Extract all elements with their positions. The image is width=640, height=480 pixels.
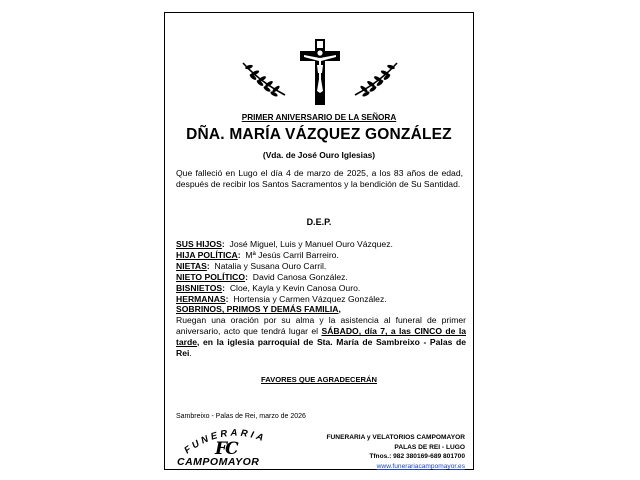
family-row-sisters: HERMANAS: Hortensia y Carmen Vázquez González.	[176, 293, 387, 304]
family-value: José Miguel, Luis y Manuel Ouro Vázquez.	[229, 239, 393, 249]
place-date: Sambreixo - Palas de Rei, marzo de 2026	[176, 413, 306, 420]
family-label: HIJA POLÍTICA	[176, 249, 238, 260]
family-row-sons: SUS HIJOS: José Miguel, Luis y Manuel Ouro Vázquez.	[176, 239, 393, 249]
anniversary-heading: PRIMER ANIVERSARIO DE LA SEÑORA	[241, 113, 397, 122]
family-label: BISNIETOS	[176, 282, 223, 293]
funeral-home-phones: Tfnos.: 982 380169-689 801700	[369, 453, 465, 461]
ceremony-request: Ruegan una oración por su alma y la asistencia al funeral de primer aniversario, acto que tendrá lugar el SÁBADO, día 7, a las CINCO de la tarde, en la iglesia parroquial de Sta. María de Sambreixo - Palas de Rei.	[176, 315, 466, 359]
family-value: David Canosa González.	[252, 271, 348, 282]
family-label: NIETO POLÍTICO	[176, 271, 246, 282]
widow-of: (Vda. de José Ouro Iglesias)	[262, 150, 376, 160]
rip-text: D.E.P.	[306, 217, 332, 227]
thanks-text: FAVORES QUE AGRADECERÁN	[260, 375, 378, 384]
death-text: Que falleció en Lugo el día 4 de marzo de 2025, a los 83 años de edad, después de recibir los Santos Sacramentos y la bendición de Su Santidad.	[176, 168, 463, 190]
family-label: SOBRINOS, PRIMOS Y DEMÁS FAMILIA	[176, 304, 339, 315]
funeral-home-name: FUNERARIA y VELATORIOS CAMPOMAYOR	[326, 434, 465, 441]
logo-monogram: FC	[215, 439, 237, 459]
funeral-home-contact	[327, 433, 465, 471]
funeral-home-logo	[173, 426, 283, 468]
family-value: Cloe, Kayla y Kevin Canosa Ouro.	[229, 282, 361, 293]
family-row-granddaughters: NIETAS: Natalia y Susana Ouro Carril.	[176, 260, 327, 271]
family-value: Hortensia y Carmen Vázquez González.	[233, 293, 387, 304]
laurel-left-icon	[239, 59, 289, 99]
family-value: Natalia y Susana Ouro Carril.	[214, 260, 327, 271]
ceremony-time: SÁBADO, día 7, a las CINCO de la tarde	[176, 326, 466, 348]
ceremony-church: Sta. María de Sambreixo - Palas de Rei	[176, 337, 466, 359]
family-row-great-grandchildren: BISNIETOS: Cloe, Kayla y Kevin Canosa Ouro.	[176, 282, 361, 293]
emblem	[165, 41, 473, 111]
family-row-others: SOBRINOS, PRIMOS Y DEMÁS FAMILIA,	[176, 304, 341, 315]
logo-brand: CAMPOMAYOR	[177, 456, 260, 468]
family-value: Mª Jesús Carril Barreiro.	[245, 249, 339, 260]
deceased-name: DÑA. MARÍA VÁZQUEZ GONZÁLEZ	[186, 126, 452, 143]
family-label: NIETAS	[176, 260, 207, 271]
family-list	[176, 239, 466, 359]
obituary-card	[164, 12, 474, 470]
crucifix-icon	[300, 39, 340, 105]
logo-arc-text: FUNERARIA	[182, 427, 268, 456]
family-label: SUS HIJOS	[176, 239, 222, 249]
family-row-grandson-in-law: NIETO POLÍTICO: David Canosa González.	[176, 271, 348, 282]
family-label: HERMANAS	[176, 293, 226, 304]
funeral-home-location: PALAS DE REI - LUGO	[394, 443, 465, 451]
family-row-daughter-in-law: HIJA POLÍTICA: Mª Jesús Carril Barreiro.	[176, 249, 339, 260]
laurel-right-icon	[351, 59, 401, 99]
funeral-home-website-link[interactable]: www.funerariacampomayor.es	[376, 462, 465, 470]
